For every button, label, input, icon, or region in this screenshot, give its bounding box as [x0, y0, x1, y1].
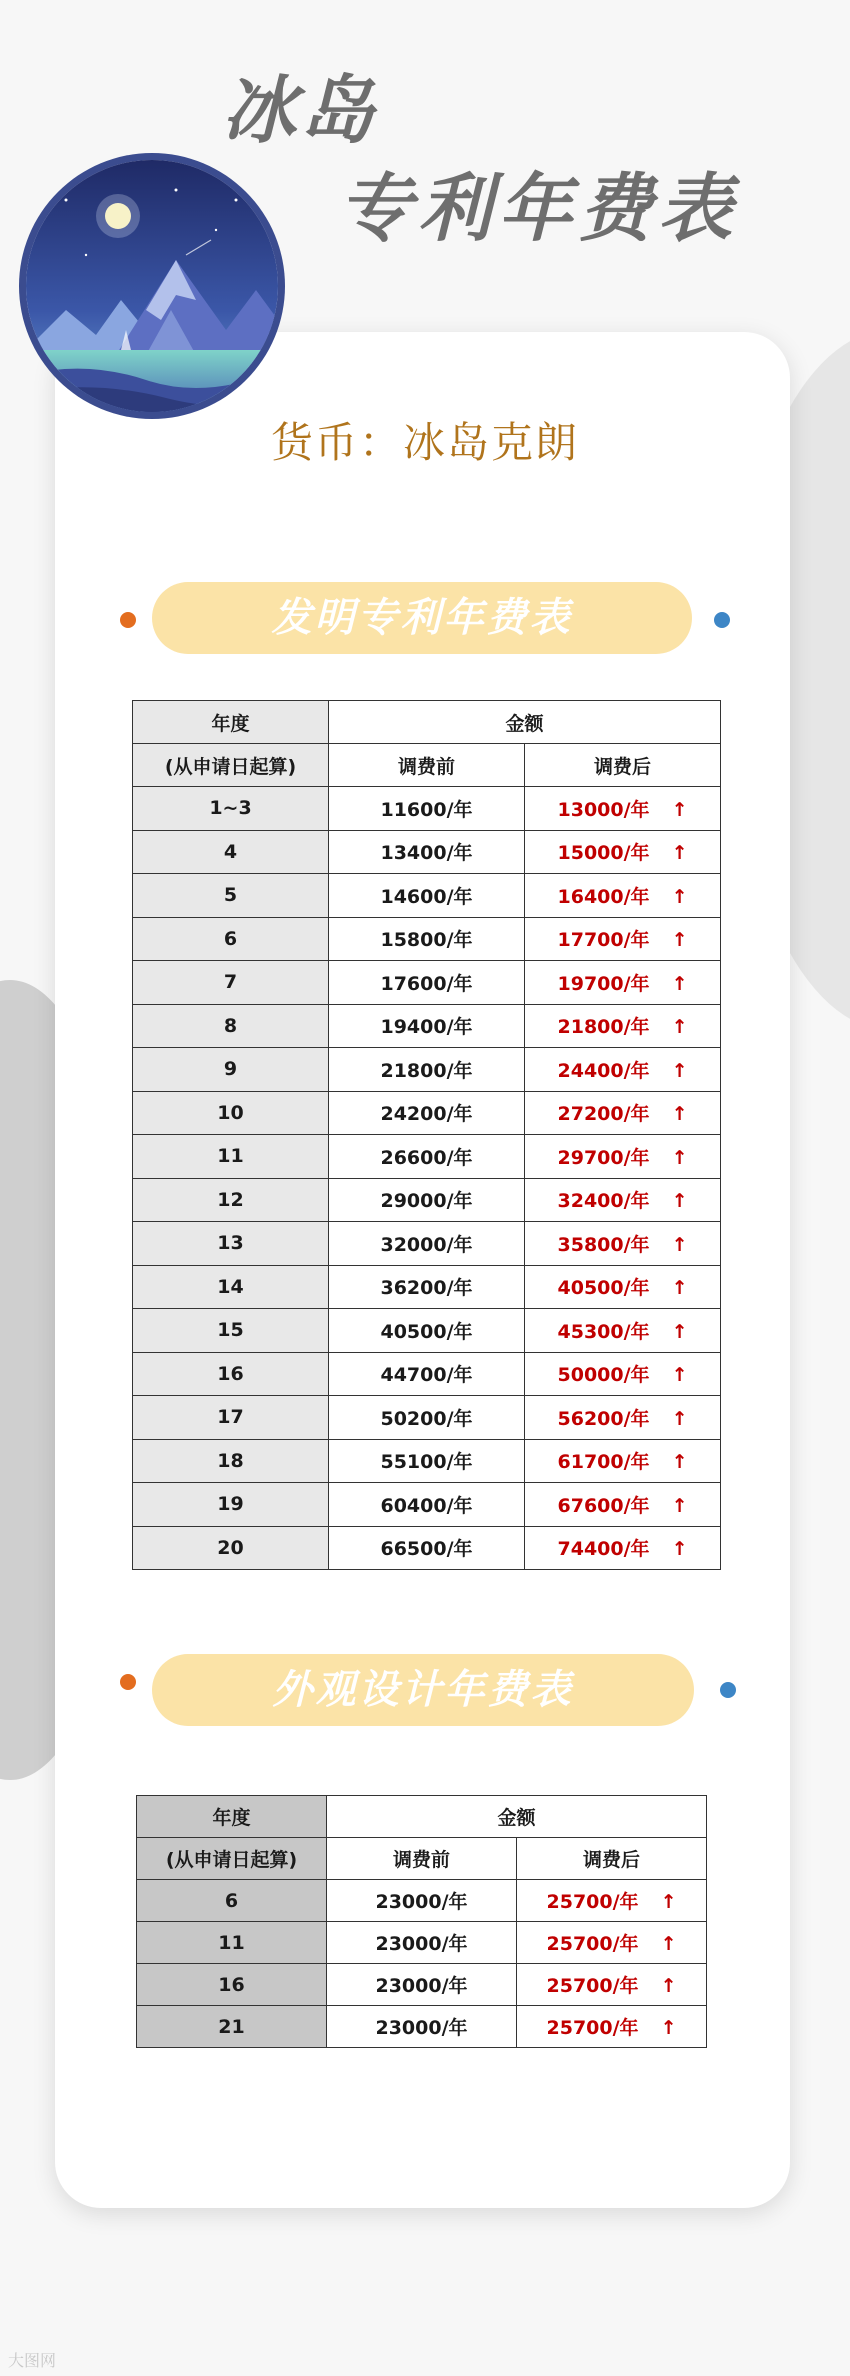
- cell-before: 24200/年: [329, 1091, 525, 1135]
- moon-landscape-icon: [26, 160, 278, 412]
- cell-after-value: 32400/年: [557, 1190, 650, 1213]
- table-row: [133, 1091, 721, 1135]
- cell-year: 6: [133, 917, 329, 961]
- cell-after-value: 24400/年: [557, 1059, 650, 1082]
- cell-after: [525, 787, 721, 831]
- cell-year: 4: [133, 830, 329, 874]
- header-before: 调费前: [327, 1838, 517, 1880]
- arrow-up-icon: ↑: [671, 1494, 688, 1517]
- cell-year: 15: [133, 1309, 329, 1353]
- cell-year: 5: [133, 874, 329, 918]
- cell-before: 14600/年: [329, 874, 525, 918]
- cell-after: [517, 2006, 707, 2048]
- header-amount: 金额: [329, 701, 721, 744]
- cell-after-value: 25700/年: [546, 1975, 639, 1997]
- cell-year: 20: [133, 1526, 329, 1570]
- cell-after-value: 25700/年: [546, 2017, 639, 2039]
- arrow-up-icon: ↑: [671, 1016, 688, 1039]
- cell-before: 13400/年: [329, 830, 525, 874]
- arrow-up-icon: ↑: [671, 1146, 688, 1169]
- header-year-note: (从申请日起算): [133, 744, 329, 787]
- cell-after: [525, 1048, 721, 1092]
- decor-dot-orange: [120, 612, 136, 628]
- invention-fee-table: [132, 700, 721, 1570]
- cell-after: [525, 1352, 721, 1396]
- table-row: [133, 1439, 721, 1483]
- table-row: [133, 1309, 721, 1353]
- header-year: 年度: [133, 701, 329, 744]
- arrow-up-icon: ↑: [671, 1538, 688, 1561]
- table-row: [133, 1048, 721, 1092]
- decor-dot-orange: [120, 1674, 136, 1690]
- cell-after: [525, 1178, 721, 1222]
- table-row: [133, 1265, 721, 1309]
- arrow-up-icon: ↑: [660, 1975, 677, 1997]
- arrow-up-icon: ↑: [671, 929, 688, 952]
- table-row: [133, 874, 721, 918]
- cell-after-value: 15000/年: [557, 842, 650, 865]
- arrow-up-icon: ↑: [671, 1320, 688, 1343]
- decor-dot-blue: [714, 612, 730, 628]
- cell-after-value: 40500/年: [557, 1277, 650, 1300]
- table-row: [133, 1004, 721, 1048]
- table-row: [133, 1526, 721, 1570]
- cell-before: 23000/年: [327, 1964, 517, 2006]
- cell-after-value: 74400/年: [557, 1538, 650, 1561]
- arrow-up-icon: ↑: [671, 842, 688, 865]
- currency-text: 货币：冰岛克朗: [265, 410, 585, 470]
- cell-after: [517, 1922, 707, 1964]
- arrow-up-icon: ↑: [671, 1190, 688, 1213]
- cell-year: 11: [133, 1135, 329, 1179]
- cell-year: 13: [133, 1222, 329, 1266]
- cell-year: 9: [133, 1048, 329, 1092]
- cell-after-value: 19700/年: [557, 972, 650, 995]
- table-row: [133, 1178, 721, 1222]
- cell-year: 18: [133, 1439, 329, 1483]
- cell-year: 10: [133, 1091, 329, 1135]
- table-header-row: [137, 1796, 707, 1838]
- table-row: [133, 1135, 721, 1179]
- cell-after-value: 17700/年: [557, 929, 650, 952]
- arrow-up-icon: ↑: [660, 2017, 677, 2039]
- header-amount: 金额: [327, 1796, 707, 1838]
- arrow-up-icon: ↑: [671, 798, 688, 821]
- cell-after-value: 61700/年: [557, 1451, 650, 1474]
- cell-after: [525, 961, 721, 1005]
- cell-before: 32000/年: [329, 1222, 525, 1266]
- header-after: 调费后: [517, 1838, 707, 1880]
- invention-section-title: 发明专利年费表: [152, 582, 692, 654]
- cell-before: 29000/年: [329, 1178, 525, 1222]
- cell-year: 21: [137, 2006, 327, 2048]
- cell-year: 16: [133, 1352, 329, 1396]
- table-row: [133, 961, 721, 1005]
- cell-after: [525, 1004, 721, 1048]
- table-row: [137, 1964, 707, 2006]
- cell-after-value: 27200/年: [557, 1103, 650, 1126]
- cell-before: 50200/年: [329, 1396, 525, 1440]
- cell-after-value: 56200/年: [557, 1407, 650, 1430]
- cell-after-value: 21800/年: [557, 1016, 650, 1039]
- cell-before: 19400/年: [329, 1004, 525, 1048]
- cell-year: 14: [133, 1265, 329, 1309]
- cell-year: 6: [137, 1880, 327, 1922]
- arrow-up-icon: ↑: [671, 1277, 688, 1300]
- cell-before: 23000/年: [327, 2006, 517, 2048]
- table-header-row: [137, 1838, 707, 1880]
- cell-after-value: 16400/年: [557, 885, 650, 908]
- cell-after: [517, 1880, 707, 1922]
- cell-after: [525, 1265, 721, 1309]
- cell-before: 44700/年: [329, 1352, 525, 1396]
- cell-after-value: 25700/年: [546, 1891, 639, 1913]
- cell-before: 40500/年: [329, 1309, 525, 1353]
- table-row: [133, 787, 721, 831]
- cell-after: [525, 830, 721, 874]
- arrow-up-icon: ↑: [660, 1891, 677, 1913]
- cell-after: [517, 1964, 707, 2006]
- table-header-row: [133, 744, 721, 787]
- page-subtitle: 专利年费表: [338, 166, 738, 252]
- table-row: [133, 830, 721, 874]
- cell-after-value: 13000/年: [557, 798, 650, 821]
- cell-year: 8: [133, 1004, 329, 1048]
- arrow-up-icon: ↑: [671, 1407, 688, 1430]
- page-title: 冰岛: [222, 68, 378, 154]
- cell-after: [525, 917, 721, 961]
- decor-dot-blue: [720, 1682, 736, 1698]
- cell-after: [525, 874, 721, 918]
- cell-after-value: 50000/年: [557, 1364, 650, 1387]
- cell-after: [525, 1526, 721, 1570]
- cell-before: 23000/年: [327, 1880, 517, 1922]
- cell-before: 36200/年: [329, 1265, 525, 1309]
- cell-before: 17600/年: [329, 961, 525, 1005]
- arrow-up-icon: ↑: [660, 1933, 677, 1955]
- table-header-row: [133, 701, 721, 744]
- table-row: [137, 1922, 707, 1964]
- cell-year: 11: [137, 1922, 327, 1964]
- cell-before: 23000/年: [327, 1922, 517, 1964]
- cell-after: [525, 1135, 721, 1179]
- header-year: 年度: [137, 1796, 327, 1838]
- cell-before: 26600/年: [329, 1135, 525, 1179]
- header-before: 调费前: [329, 744, 525, 787]
- cell-after-value: 29700/年: [557, 1146, 650, 1169]
- cell-after-value: 45300/年: [557, 1320, 650, 1343]
- cell-before: 66500/年: [329, 1526, 525, 1570]
- cell-year: 12: [133, 1178, 329, 1222]
- cell-before: 55100/年: [329, 1439, 525, 1483]
- cell-after: [525, 1309, 721, 1353]
- cell-after: [525, 1222, 721, 1266]
- table-row: [133, 1396, 721, 1440]
- cell-after: [525, 1483, 721, 1527]
- design-section-title: 外观设计年费表: [152, 1654, 694, 1726]
- table-row: [133, 1222, 721, 1266]
- cell-year: 16: [137, 1964, 327, 2006]
- cell-before: 15800/年: [329, 917, 525, 961]
- table-row: [133, 917, 721, 961]
- cell-before: 21800/年: [329, 1048, 525, 1092]
- cell-after: [525, 1091, 721, 1135]
- cell-year: 17: [133, 1396, 329, 1440]
- cell-before: 11600/年: [329, 787, 525, 831]
- arrow-up-icon: ↑: [671, 1059, 688, 1082]
- cell-year: 1~3: [133, 787, 329, 831]
- currency-label: [0, 410, 850, 470]
- arrow-up-icon: ↑: [671, 1233, 688, 1256]
- cell-after: [525, 1439, 721, 1483]
- header-after: 调费后: [525, 744, 721, 787]
- cell-after-value: 25700/年: [546, 1933, 639, 1955]
- cell-year: 7: [133, 961, 329, 1005]
- arrow-up-icon: ↑: [671, 1103, 688, 1126]
- cell-after-value: 35800/年: [557, 1233, 650, 1256]
- header-year-note: (从申请日起算): [137, 1838, 327, 1880]
- watermark: 大图网: [8, 2351, 57, 2370]
- arrow-up-icon: ↑: [671, 885, 688, 908]
- table-row: [137, 2006, 707, 2048]
- table-row: [133, 1352, 721, 1396]
- arrow-up-icon: ↑: [671, 972, 688, 995]
- table-row: [137, 1880, 707, 1922]
- table-row: [133, 1483, 721, 1527]
- moon-landscape-illustration: [26, 160, 278, 412]
- arrow-up-icon: ↑: [671, 1364, 688, 1387]
- design-fee-table: [136, 1795, 707, 2048]
- cell-year: 19: [133, 1483, 329, 1527]
- cell-before: 60400/年: [329, 1483, 525, 1527]
- cell-after: [525, 1396, 721, 1440]
- cell-after-value: 67600/年: [557, 1494, 650, 1517]
- arrow-up-icon: ↑: [671, 1451, 688, 1474]
